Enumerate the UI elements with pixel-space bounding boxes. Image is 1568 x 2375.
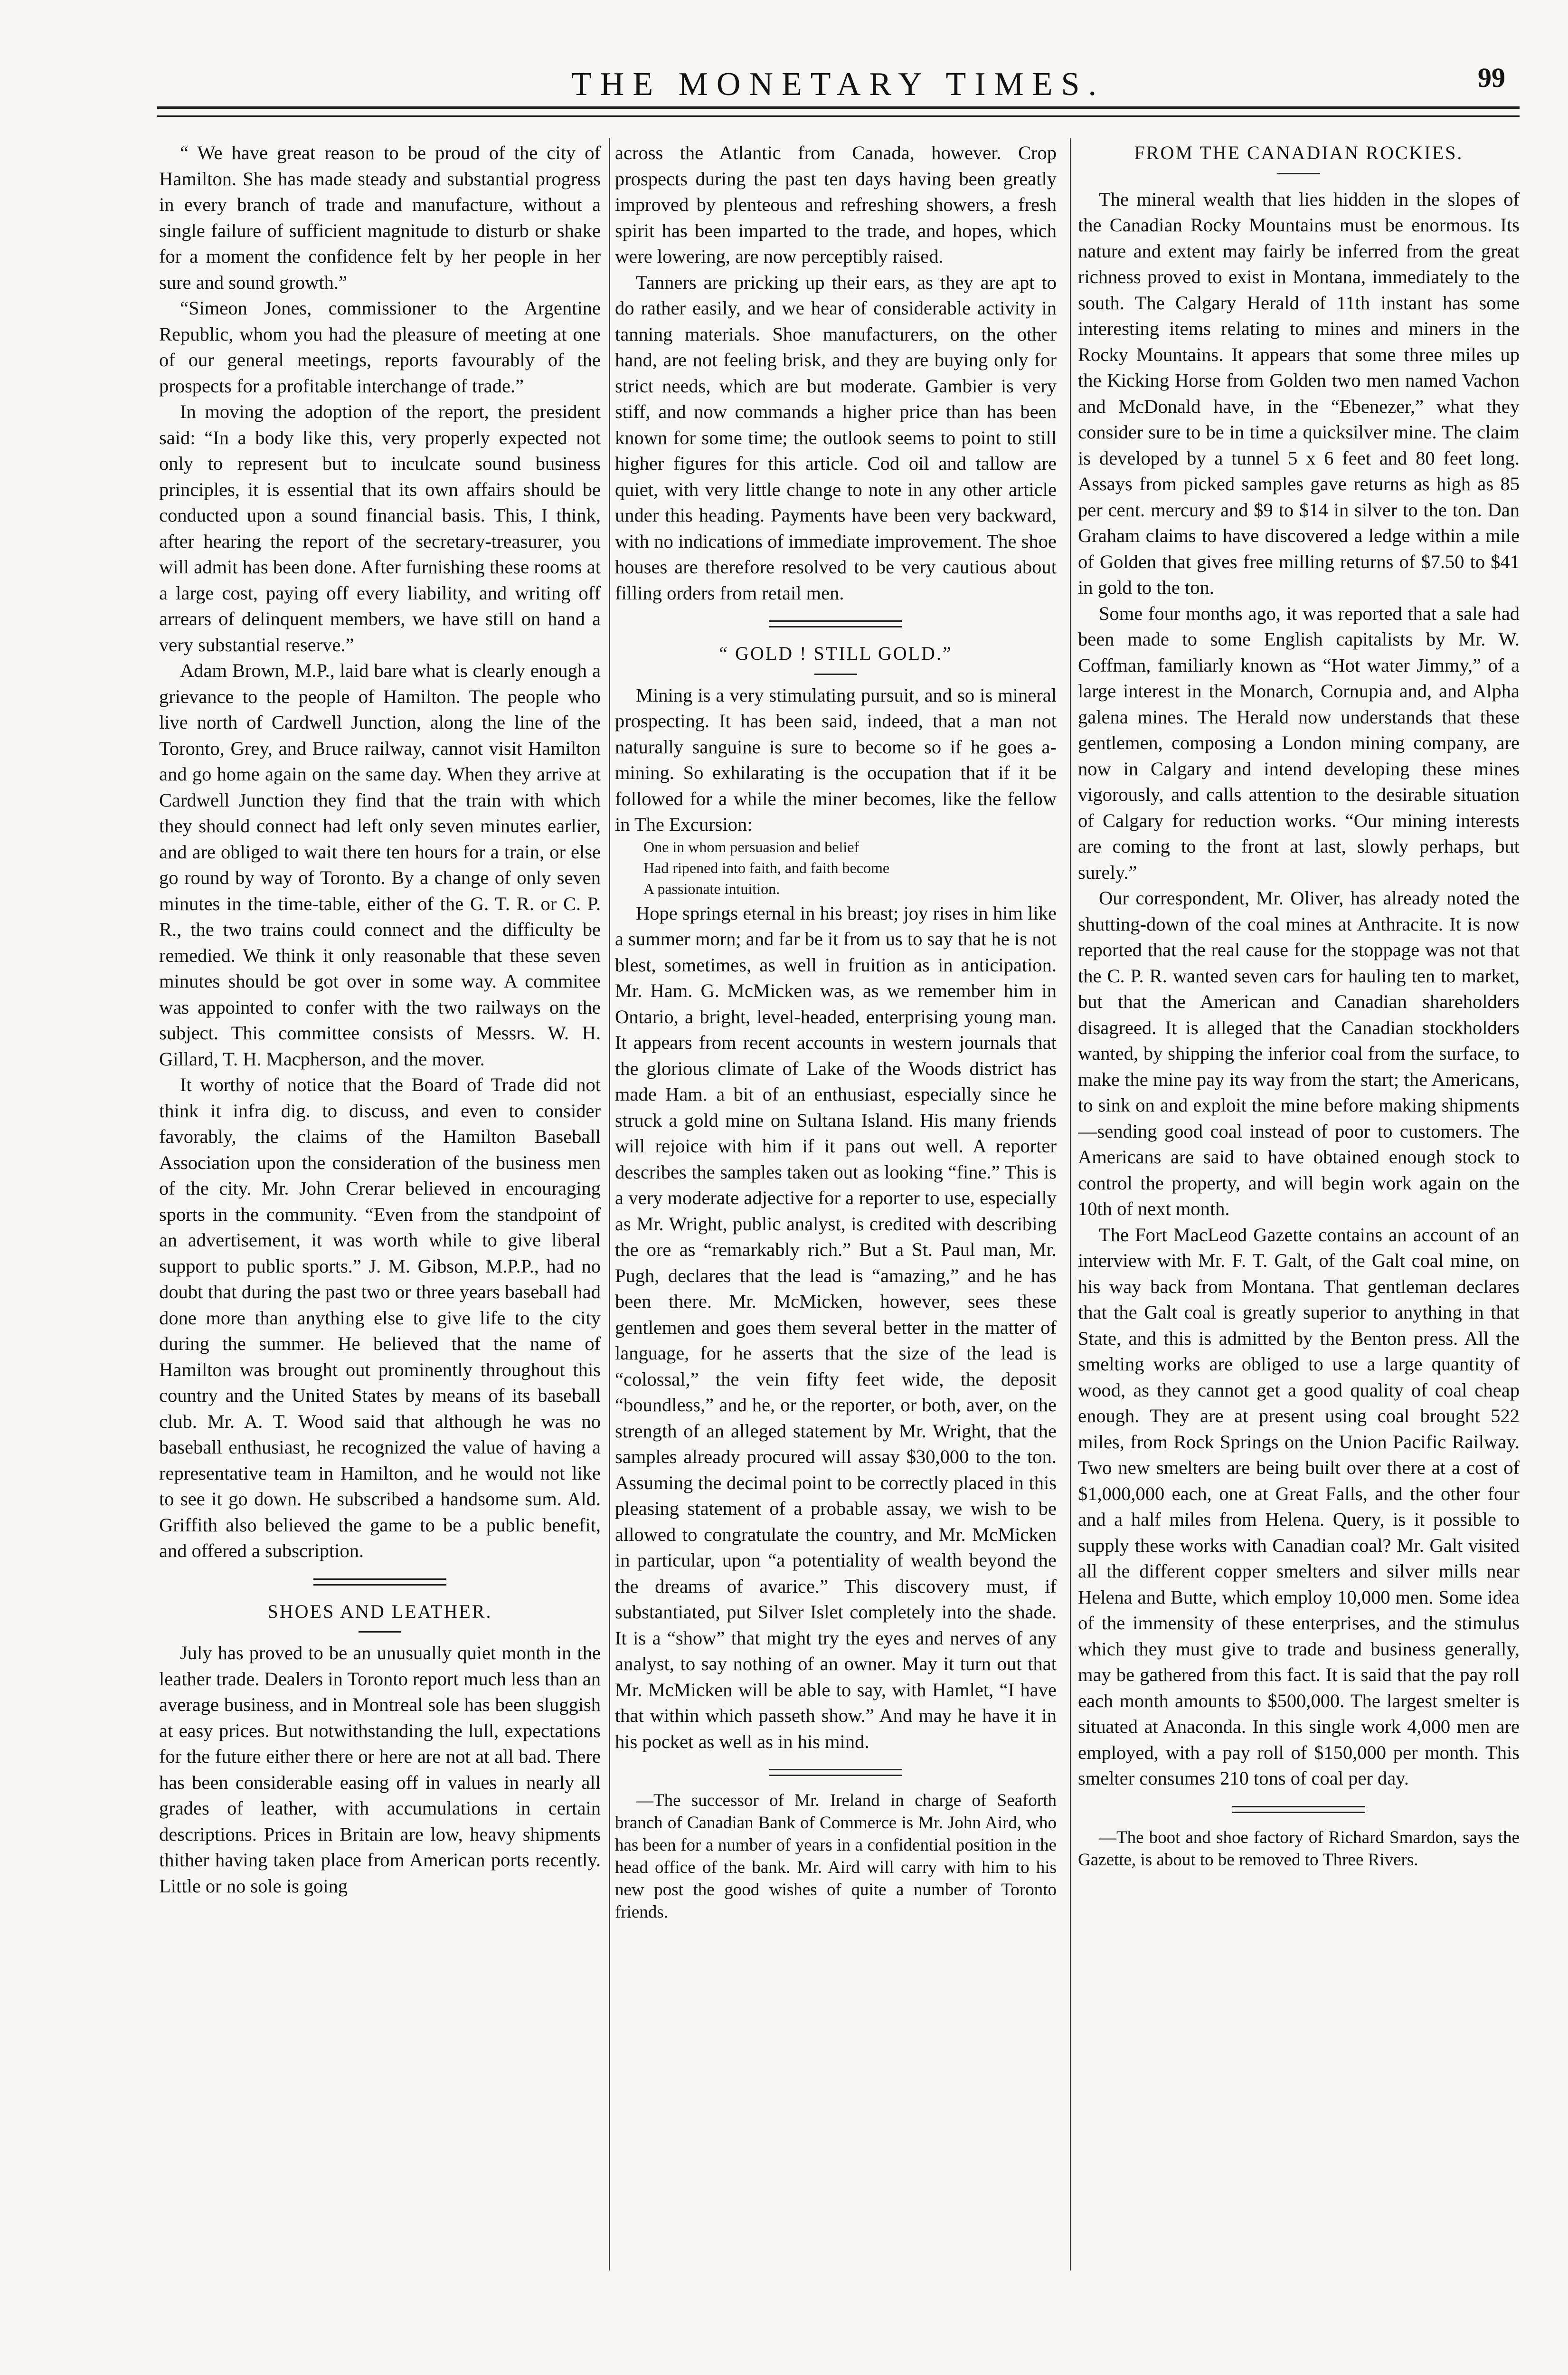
page-number: 99 — [1478, 62, 1505, 93]
header-rule — [157, 106, 1520, 117]
paragraph: “Simeon Jones, commissioner to the Argentine Republic, whom you had the pleasure of meeting at one of our general meetings, reports favourably of the prospects for a profitable interchange of trade.” — [159, 297, 601, 397]
verse-line: Had ripened into faith, and faith become — [643, 859, 890, 876]
section-separator — [769, 1769, 902, 1776]
paragraph: The mineral wealth that lies hidden in the slopes of the Canadian Rocky Mountains must be enormous. Its nature and extent may fairly be inferred from the great richness proved to exist in Montana, immediately to the south. The Calgary Herald of 11th instant has some interesting items relating to mines and miners in the Rocky Mountains. It appears that some three miles up the Kicking Horse from Golden two men named Vachon and McDonald have, in the “Ebenezer,” what they consider sure to be in time a quicksilver mine. The claim is developed by a tunnel 5 x 6 feet and 80 feet long. Assays from picked samples gave returns as high as 85 per cent. mercury and $9 to $14 in silver to the ton. Dan Graham claims to have discovered a ledge within a mile of Golden that gives free milling returns of $7.50 to $41 in gold to the ton. — [1078, 188, 1520, 598]
column-2 — [615, 140, 1057, 2278]
news-note: —The boot and shoe factory of Richard Smardon, says the Gazette, is about to be removed to Three Rivers. — [1078, 1827, 1520, 1870]
section-separator — [769, 620, 902, 627]
paragraph: July has proved to be an unusually quiet month in the leather trade. Dealers in Toronto report much less than an average business, and in Montreal sole has been sluggish at easy prices. But notwithstanding the lull, expectations for the future either there or here are not at all bad. There has been considerable easing off in values in nearly all grades of leather, with accumulations in certain descriptions. Prices in Britain are low, heavy shipments thither having taken place from American ports recently. Little or no sole is going — [159, 1642, 601, 1897]
paragraph: Hope springs eternal in his breast; joy rises in him like a summer morn; and far be it from us to say that he is not blest, sometimes, as well in fruition as in anticipation. Mr. Ham. G. McMicken was, as we remember him in Ontario, a bright, level-headed, enterprising young man. It appears from recent accounts in western journals that the glorious climate of Lake of the Woods district has made Ham. a bit of an enthusiast, especially since he struck a gold mine on Sultana Island. His many friends will rejoice with him if it pans out well. A reporter describes the samples taken out as looking “fine.” This is a very moderate adjective for a reporter to use, especially as Mr. Wright, public analyst, is credited with describing the ore as “remarkably rich.” But a St. Paul man, Mr. Pugh, declares that the lead is “amazing,” and he has been there. Mr. McMicken, however, sees these gentlemen and goes them several better in the matter of language, for he asserts that the size of the lead is “colossal,” the vein fifty feet wide, the deposit “boundless,” and he, or the reporter, or both, aver, on the strength of an alleged statement by Mr. Wright, that the samples already procured will assay $30,000 to the ton. Assuming the decimal point to be correctly placed in this pleasing statement of a probable assay, we wish to be allowed to congratulate the country, and Mr. McMicken in particular, upon “a potentiality of wealth beyond the the dreams of avarice.” This discovery must, if substantiated, put Silver Islet completely into the shade. It is a “show” that might try the eyes and nerves of any analyst, to say nothing of an owner. May it turn out that Mr. McMicken will be able to say, with Hamlet, “I have that within which passeth show.” And may he have it in his pocket as well as in his mind. — [615, 902, 1057, 1752]
section-heading: “ GOLD ! STILL GOLD.” — [719, 643, 953, 664]
paragraph: Mining is a very stimulating pursuit, and so is mineral prospecting. It has been said, indeed, that a man not naturally sanguine is sure to become so if he goes a-mining. So exhilarating is the occupation that if it be followed for a while the miner becomes, like the fellow in The Excursion: — [615, 684, 1057, 835]
paragraph: Some four months ago, it was reported that a sale had been made to some English capitalists by Mr. W. Coffman, familiarly known as “Hot water Jimmy,” of a large interest in the Monarch, Cornupia and, and Alpha galena mines. The Herald now understands that these gentlemen, composing a London mining company, are now in Calgary and intend developing these mines vigorously, and calls attention to the desirable situation of Calgary for reduction works. “Our mining interests are coming to the front at last, slowly perhaps, but surely.” — [1078, 602, 1520, 883]
news-note: —The successor of Mr. Ireland in charge of Seaforth branch of Canadian Bank of Commerce is Mr. John Aird, who has been for a number of years in a confidential position in the head office of the bank. Mr. Aird will carry with him to his new post the good wishes of quite a number of Toronto friends. — [615, 1791, 1057, 1922]
verse-line: One in whom persuasion and belief — [643, 838, 860, 855]
paragraph: across the Atlantic from Canada, however. Crop prospects during the past ten days having been greatly improved by plenteous and refreshing showers, a fresh spirit has been imparted to the trade, and hopes, which were lowering, are now perceptibly raised. — [615, 142, 1057, 267]
paragraph: The Fort MacLeod Gazette contains an account of an interview with Mr. F. T. Galt, of the Galt coal mine, on his way back from Montana. That gentleman declares that the Galt coal is greatly superior to anything in that State, and this is admitted by the Benton press. All the smelting works are obliged to use a large quantity of wood, as they cannot get a good quality of coal cheap enough. They are at present using coal brought 522 miles, from Rock Springs on the Union Pacific Railway. Two new smelters are being built over there at a cost of $1,000,000 each, one at Great Falls, and the other four and a half miles from Helena. Query, is it possible to supply these works with Canadian coal? Mr. Galt visited all the different copper smelters and silver mills near Helena and Butte, which employ 10,000 men. Some idea of the immensity of these enterprises, and the stimulus which they must give to trade and business generally, may be gathered from this fact. It is said that the pay roll each month amounts to $500,000. The largest smelter is situated at Anaconda. In this single work 4,000 men are employed, with a pay roll of $150,000 per month. This smelter consumes 210 tons of coal per day. — [1078, 1224, 1520, 1789]
column-1 — [159, 140, 601, 2278]
heading-rule — [359, 1631, 401, 1633]
paragraph: Our correspondent, Mr. Oliver, has already noted the shutting-down of the coal mines at Anthracite. It is now reported that the real cause for the stoppage was not that the C. P. R. wanted seven cars for hauling ten to market, but that the American and Canadian shareholders disagreed. It is alleged that the Canadian stockholders wanted, by shipping the inferior coal from the surface, to make the mine pay its way from the start; the Americans, to sink on and exploit the mine before making shipments—sending good coal instead of poor to customers. The Americans are said to have obtained enough stock to control the property, and will begin work again on the 10th of next month. — [1078, 887, 1520, 1219]
paragraph: Adam Brown, M.P., laid bare what is clearly enough a grievance to the people of Hamilton. The people who live north of Cardwell Junction, along the line of the Toronto, Grey, and Bruce railway, cannot visit Hamilton and go home again on the same day. When they arrive at Cardwell Junction they find that the train with which they should connect had left only seven minutes earlier, and are obliged to wait there ten hours for a train, or else go round by way of Toronto. By a change of only seven minutes in the time-table, either of the G. T. R. or C. P. R., the two trains could connect and the difficulty be remedied. We think it only reasonable that these seven minutes should be got over in some way. A commitee was appointed to confer with the two railways on the subject. This committee consists of Messrs. W. H. Gillard, T. H. Macpherson, and the mover. — [159, 660, 601, 1070]
column-divider — [1070, 138, 1071, 2270]
column-3 — [1078, 140, 1520, 2278]
paragraph: It worthy of notice that the Board of Trade did not think it infra dig. to discuss, and even to consider favorably, the claims of the Hamilton Baseball Association upon the consideration of the business men of the city. Mr. John Crerar believed in encouraging sports in the community. “Even from the standpoint of an advertisement, it was worth while to give liberal support to public sports.” J. M. Gibson, M.P.P., had no doubt that during the past two or three years baseball had done more than anything else to give life to the city during the summer. He believed that the name of Hamilton was brought out prominently throughout this country and the United States by means of its baseball club. Mr. A. T. Wood said that although he was no baseball enthusiast, he recognized the value of having a representative team in Hamilton, and he would not like to see it go down. He subscribed a handsome sum. Ald. Griffith also believed the game to be a public benefit, and offered a subscription. — [159, 1074, 601, 1561]
section-heading: FROM THE CANADIAN ROCKIES. — [1134, 142, 1464, 163]
section-separator — [313, 1578, 446, 1586]
section-heading: SHOES AND LEATHER. — [267, 1600, 492, 1622]
masthead-title: THE MONETARY TIMES. — [571, 66, 1105, 103]
section-separator — [1232, 1806, 1365, 1813]
paragraph: In moving the adoption of the report, the president said: “In a body like this, very properly expected not only to represent but to inculcate sound business principles, it is essential that its own affairs should be conducted upon a sound financial basis. This, I think, after hearing the report of the secretary-treasurer, you will admit has been done. After furnishing these rooms at a large cost, paying off every liability, and writing off arrears of delinquent members, we have still on hand a very substantial reserve.” — [159, 401, 601, 656]
verse-line: A passionate intuition. — [643, 880, 780, 897]
heading-rule — [1277, 173, 1320, 174]
heading-rule — [814, 674, 857, 675]
column-divider — [609, 138, 610, 2270]
page-header — [157, 57, 1520, 109]
paragraph: Tanners are pricking up their ears, as they are apt to do rather easily, and we hear of considerable activity in tanning materials. Shoe manufacturers, on the other hand, are not feeling brisk, and they are buying only for strict needs, which are but moderate. Gambier is very stiff, and now commands a higher price than has been known for some time; the outlook seems to point to still higher figures for this article. Cod oil and tallow are quiet, with very little change to note in any other article under this heading. Payments have been very backward, with no indications of immediate improvement. The shoe houses are therefore resolved to be very cautious about filling orders from retail men. — [615, 271, 1057, 604]
paragraph: “ We have great reason to be proud of the city of Hamilton. She has made steady and substantial progress in every branch of trade and manufacture, without a single failure of sufficient magnitude to disturb or shake for a moment the confidence felt by her people in her sure and sound growth.” — [159, 142, 601, 293]
